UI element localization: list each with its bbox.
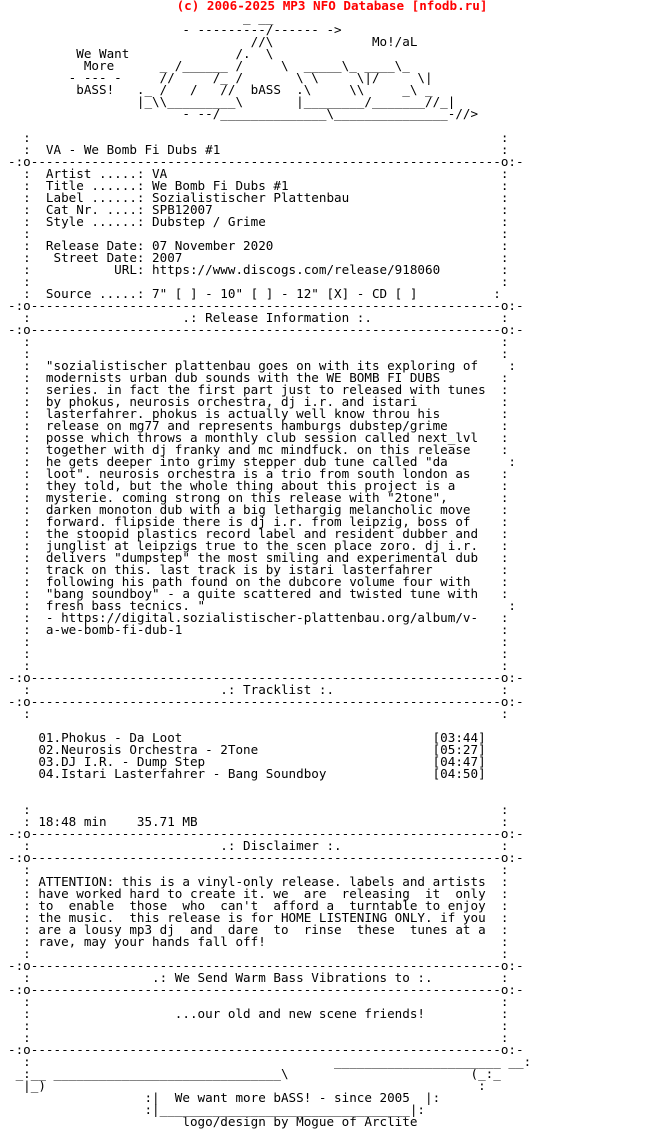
nfo-line: : track on this. last track is by istari lasterfahrer : (8, 562, 509, 577)
nfo-line: : rave, may your hands fall off! : (8, 934, 509, 949)
nfo-line: : fresh bass tecnics. " : (8, 598, 516, 613)
nfo-line: -:o--------------------------------------------------------------o:- (8, 154, 524, 169)
nfo-line: : to enable those who can't afford a turntable to enjoy : (8, 898, 509, 913)
nfo-line: 03.DJ I.R. - Dump Step [04:47] (8, 754, 486, 769)
nfo-line: -:o--------------------------------------------------------------o:- (8, 670, 524, 685)
nfo-line: : : (8, 994, 509, 1009)
nfo-line: : 18:48 min 35.71 MB : (8, 814, 509, 829)
nfo-line: : : (8, 862, 509, 877)
nfo-line: -:o--------------------------------------------------------------o:- (8, 298, 524, 313)
nfo-line: : darken monoton dub with a big lethargig melancholic move : (8, 502, 509, 517)
nfo-line: |_) : (8, 1078, 486, 1093)
nfo-line: - ---------/------ -> (8, 22, 342, 37)
nfo-line: : Label ......: Sozialistischer Plattenbau : (8, 190, 509, 205)
nfo-line: : together with dj franky and mc mindfuck. on this release : (8, 442, 509, 457)
nfo-line: : : (8, 130, 509, 145)
nfo-line: : "sozialistischer plattenbau goes on with its exploring of : (8, 358, 516, 373)
nfo-line: : : (8, 646, 509, 661)
nfo-line: : following his path found on the dubcore volume four with : (8, 574, 509, 589)
nfo-line: |_\\_________\ |________/_______//_| (8, 94, 456, 109)
nfo-line: : : (8, 634, 509, 649)
nfo-line: : junglist at leipzigs true to the scen place zoro. dj i.r. : (8, 538, 509, 553)
nfo-line: : Title ......: We Bomb Fi Dubs #1 : (8, 178, 509, 193)
nfo-line: : mysterie. coming strong on this release with "2tone", : (8, 490, 509, 505)
nfo-line: : : (8, 226, 509, 241)
nfo-line: : Cat Nr. ....: SPB12007 : (8, 202, 509, 217)
nfo-line: bASS! ._ / / // bASS .\ \\ _\ _ (8, 82, 433, 97)
nfo-line: - --/______________\_______________-//> (8, 106, 479, 121)
nfo-line: : .: Release Information :. : (8, 310, 509, 325)
nfodb-copyright-header: (c) 2006-2025 MP3 NFO Database [nfodb.ru] (176, 0, 488, 13)
nfo-line: -:o--------------------------------------------------------------o:- (8, 850, 524, 865)
nfo-line: : Artist .....: VA : (8, 166, 509, 181)
nfo-line: logo/design by Mogue of Arclite (8, 1114, 418, 1129)
nfo-line: : the stoopid plastics record label and resident dubber and : (8, 526, 509, 541)
nfo-line: : he gets deeper into grimy stepper dub tune called "da : (8, 454, 516, 469)
nfo-line: : a-we-bomb-fi-dub-1 : (8, 622, 509, 637)
nfo-line: More _ /______ / \ _____\_ ____\_ (8, 58, 410, 73)
nfo-line: : : (8, 274, 509, 289)
nfo-line: : ATTENTION: this is a vinyl-only release. labels and artists : (8, 874, 509, 889)
nfo-line: : Release Date: 07 November 2020 : (8, 238, 509, 253)
nfo-line: : ...our old and new scene friends! : (8, 1006, 509, 1021)
nfo-line: 04.Istari Lasterfahrer - Bang Soundboy [04:50] (8, 766, 486, 781)
nfo-line: - --- - // /_ / \ \ \|/ \| (8, 70, 433, 85)
nfo-line: : : (8, 802, 509, 817)
nfo-line: : : (8, 334, 509, 349)
nfo-line: : "bang soundboy" - a quite scattered and twisted tune with : (8, 586, 509, 601)
nfo-document (8, 0, 531, 1128)
nfo-line: : have worked hard to create it. we are releasing it only : (8, 886, 509, 901)
nfo-line: : Style ......: Dubstep / Grime : (8, 214, 509, 229)
nfo-line: : VA - We Bomb Fi Dubs #1 : (8, 142, 509, 157)
nfo-line: : posse which throws a monthly club session called next_lvl : (8, 430, 509, 445)
nfo-line: : : (8, 946, 509, 961)
nfo-line: //\ Mo!/aL (8, 34, 418, 49)
nfo-line: -:o--------------------------------------------------------------o:- (8, 322, 524, 337)
nfo-line: We Want /. \ (8, 46, 274, 61)
nfo-line: 02.Neurosis Orchestra - 2Tone [05:27] (8, 742, 486, 757)
nfo-line: : URL: https://www.discogs.com/release/918060 : (8, 262, 509, 277)
nfo-line: -:o--------------------------------------------------------------o:- (8, 982, 524, 997)
nfo-line: : ______________________ __: (8, 1054, 532, 1069)
nfo-line: : : (8, 706, 509, 721)
nfo-line: -:o--------------------------------------------------------------o:- (8, 694, 524, 709)
nfo-line: : loot". neurosis orchestra is a trio from south london as : (8, 466, 509, 481)
nfo-line: -:o--------------------------------------------------------------o:- (8, 826, 524, 841)
nfo-line: : modernists urban dub sounds with the WE BOMB FI DUBS : (8, 370, 509, 385)
nfo-line: -:o--------------------------------------------------------------o:- (8, 1042, 524, 1057)
nfo-line: : release on mg77 and represents hamburgs dubstep/grime : (8, 418, 509, 433)
nfo-line: _:__ ______________________________\ (_:_ (8, 1066, 501, 1081)
nfo-line: : : (8, 658, 509, 673)
nfo-line: : forward. flipside there is dj i.r. from leipzig, boss of : (8, 514, 509, 529)
nfo-line: : are a lousy mp3 dj and dare to rinse these tunes at a : (8, 922, 509, 937)
nfo-line: : : (8, 1030, 509, 1045)
nfo-line: : : (8, 1018, 509, 1033)
nfo-line: _ __ (8, 10, 274, 25)
nfo-line: : Street Date: 2007 : (8, 250, 509, 265)
nfo-line: : .: We Send Warm Bass Vibrations to :. : (8, 970, 509, 985)
nfo-line: 01.Phokus - Da Loot [03:44] (8, 730, 486, 745)
nfo-line: : by phokus, neurosis orchestra, dj i.r. and istari : (8, 394, 509, 409)
nfo-line: : - https://digital.sozialistischer-plattenbau.org/album/v- : (8, 610, 509, 625)
nfo-line: : delivers "dumpstep" the most smiling and experimental dub : (8, 550, 509, 565)
nfo-line: : : (8, 346, 509, 361)
nfo-line: : .: Disclaimer :. : (8, 838, 509, 853)
nfo-line: : Source .....: 7" [ ] - 10" [ ] - 12" [X] - CD [ ] : (8, 286, 501, 301)
nfo-line: : the music. this release is for HOME LISTENING ONLY. if you : (8, 910, 509, 925)
nfo-line: :|_________________________________|: (8, 1102, 426, 1117)
nfo-line: : series. in fact the first part just to released with tunes : (8, 382, 509, 397)
nfo-line: : lasterfahrer. phokus is actually well know throu his : (8, 406, 509, 421)
nfo-line: -:o--------------------------------------------------------------o:- (8, 958, 524, 973)
nfo-line: : .: Tracklist :. : (8, 682, 509, 697)
nfo-line: :| We want more bASS! - since 2005 |: (8, 1090, 441, 1105)
nfo-line: : they told, but the whole thing about this project is a : (8, 478, 509, 493)
